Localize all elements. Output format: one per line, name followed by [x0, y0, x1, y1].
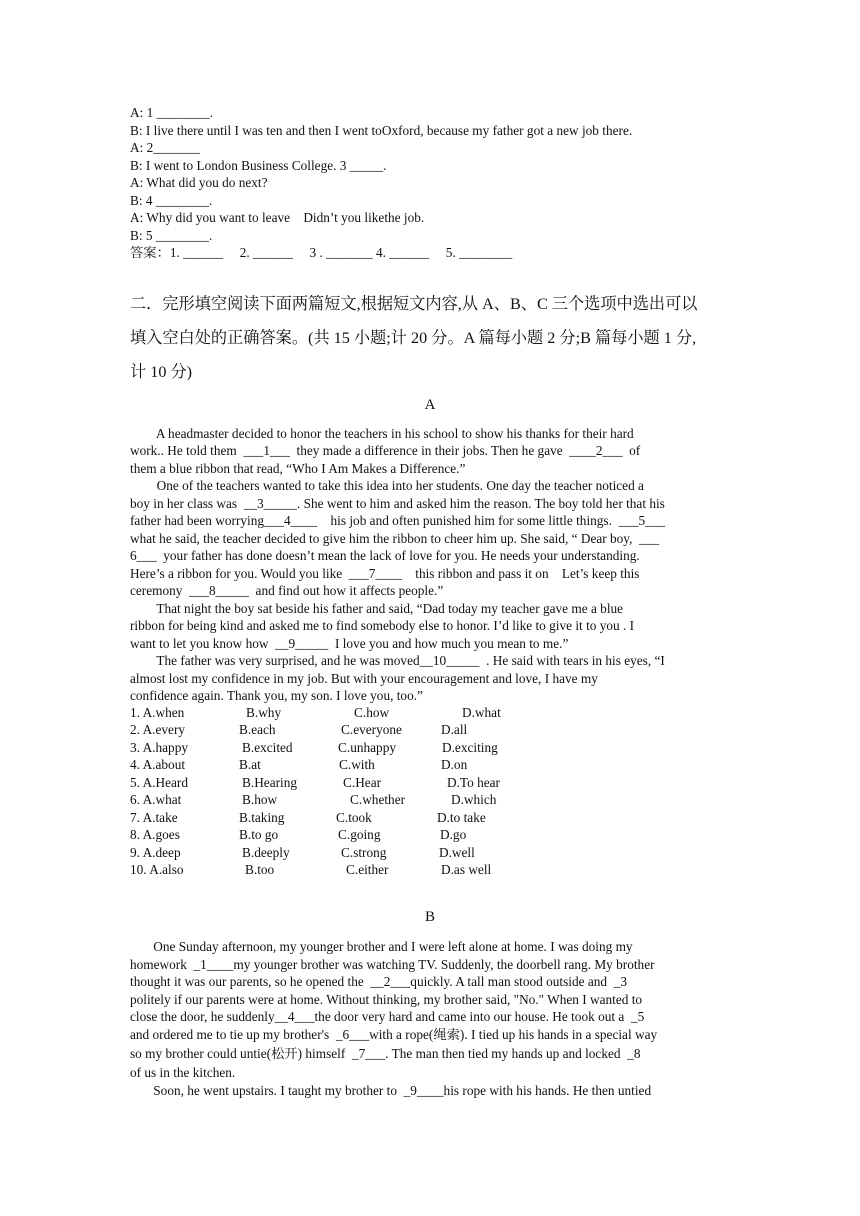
option-c: C.whether [350, 792, 406, 807]
passage-line: ceremony ___8_____ and find out how it affects people.” [130, 583, 444, 598]
option-b: B.each [239, 722, 276, 737]
option-b: B.to go [239, 827, 279, 842]
passage-line: That night the boy sat beside his father and said, “Dad today my teacher gave me a blue [130, 601, 624, 616]
passage-line: want to let you know how __9_____ I love you and how much you mean to me.” [130, 636, 569, 651]
option-c: C.strong [341, 845, 387, 860]
option-d: D.well [439, 845, 475, 860]
passage-b-title: B [424, 909, 435, 925]
passage-line: The father was very surprised, and he was moved__10_____ . He said with tears in his eyes, “I [130, 653, 665, 668]
option-b: B.why [246, 705, 282, 720]
option-a: 3. A.happy [130, 740, 188, 755]
option-a: 8. A.goes [130, 827, 180, 842]
dialogue-line: A: 1 ________. [130, 105, 214, 120]
option-d: D.exciting [442, 740, 498, 755]
option-b: B.at [239, 757, 261, 772]
option-d: D.To hear [447, 775, 500, 790]
option-d: D.on [441, 757, 468, 772]
option-d: D.what [462, 705, 501, 720]
option-c: C.either [346, 862, 389, 877]
option-d: D.go [440, 827, 467, 842]
passage-line: politely if our parents were at home. Without thinking, my brother said, "No." When I wanted to [130, 992, 643, 1007]
option-b: B.taking [239, 810, 285, 825]
dialogue-line: B: I went to London Business College. 3 _____. [130, 158, 387, 173]
passage-line: almost lost my confidence in my job. But with your encouragement and love, I have my [130, 671, 598, 686]
passage-line: One Sunday afternoon, my younger brother and I were left alone at home. I was doing my [130, 939, 633, 954]
option-b: B.Hearing [242, 775, 298, 790]
option-a: 5. A.Heard [130, 775, 188, 790]
option-c: C.Hear [343, 775, 382, 790]
passage-line: 6___ your father has done doesn’t mean the lack of love for you. He needs your understanding. [130, 548, 640, 563]
passage-line: A headmaster decided to honor the teachers in his school to show his thanks for their hard [130, 426, 634, 441]
passage-line: them a blue ribbon that read, “Who I Am Makes a Difference.” [130, 461, 466, 476]
passage-line: Here’s a ribbon for you. Would you like ___7____ this ribbon and pass it on Let’s keep this [130, 566, 640, 581]
passage-line: boy in her class was __3_____. She went to him and asked him the reason. The boy told her that his [130, 496, 665, 511]
passage-line: father had been worrying___4____ his job and often punished him for some little things. ___5___ [130, 513, 666, 528]
dialogue-line: B: I live there until I was ten and then I went toOxford, because my father got a new job there. [130, 123, 633, 138]
passage-line: homework _1____my younger brother was watching TV. Suddenly, the doorbell rang. My brother [130, 957, 655, 972]
passage-line: so my brother could untie(松开) himself _7___. The man then tied my hands up and locked _8 [130, 1046, 641, 1061]
dialogue-line: B: 5 ________. [130, 228, 213, 243]
dialogue-line: A: Why did you want to leave Didn’t you likethe job. [130, 210, 425, 225]
passage-line: work.. He told them ___1___ they made a difference in their jobs. Then he gave ____2___ of [130, 443, 641, 458]
option-b: B.deeply [242, 845, 290, 860]
passage-line: and ordered me to tie up my brother's _6___with a rope(绳索). I tied up his hands in a special way [130, 1027, 658, 1042]
section-heading-line: 二．完形填空阅读下面两篇短文,根据短文内容,从 A、B、C 三个选项中选出可以 [130, 295, 698, 313]
section-heading-line: 填入空白处的正确答案。(共 15 小题;计 20 分。A 篇每小题 2 分;B 篇每小题 1 分, [130, 329, 697, 347]
option-d: D.which [451, 792, 497, 807]
option-d: D.all [441, 722, 468, 737]
option-c: C.going [338, 827, 381, 842]
passage-line: thought it was our parents, so he opened the __2___quickly. A tall man stood outside and _3 [130, 974, 627, 989]
passage-line: close the door, he suddenly__4___the door very hard and came into our house. He took out a _5 [130, 1009, 645, 1024]
option-c: C.took [336, 810, 372, 825]
option-b: B.excited [242, 740, 293, 755]
dialogue-line: A: 2_______ [130, 140, 200, 155]
option-b: B.too [245, 862, 275, 877]
option-a: 10. A.also [130, 862, 184, 877]
option-c: C.how [354, 705, 390, 720]
option-a: 2. A.every [130, 722, 186, 737]
option-a: 7. A.take [130, 810, 178, 825]
passage-a-title: A [424, 397, 436, 413]
option-a: 9. A.deep [130, 845, 181, 860]
option-d: D.as well [441, 862, 492, 877]
section-heading-line: 计 10 分) [130, 363, 193, 381]
option-a: 6. A.what [130, 792, 182, 807]
option-c: C.everyone [341, 722, 402, 737]
passage-line: One of the teachers wanted to take this idea into her students. One day the teacher noticed a [130, 478, 644, 493]
option-a: 1. A.when [130, 705, 185, 720]
option-a: 4. A.about [130, 757, 186, 772]
passage-line: Soon, he went upstairs. I taught my brother to _9____his rope with his hands. He then untied [130, 1083, 652, 1098]
answer-line: 答案：1. ______ 2. ______ 3 . _______ 4. ______ 5. ________ [130, 245, 513, 260]
passage-line: ribbon for being kind and asked me to find somebody else to honor. I’d like to give it to you . I [130, 618, 635, 633]
option-c: C.unhappy [338, 740, 396, 755]
option-c: C.with [339, 757, 375, 772]
dialogue-line: A: What did you do next? [130, 175, 268, 190]
passage-line: of us in the kitchen. [130, 1065, 236, 1080]
option-d: D.to take [437, 810, 486, 825]
passage-line: confidence again. Thank you, my son. I love you, too.” [130, 688, 423, 703]
dialogue-line: B: 4 ________. [130, 193, 213, 208]
option-b: B.how [242, 792, 278, 807]
passage-line: what he said, the teacher decided to give him the ribbon to cheer him up. She said, “ Dear boy, ___ [130, 531, 660, 546]
